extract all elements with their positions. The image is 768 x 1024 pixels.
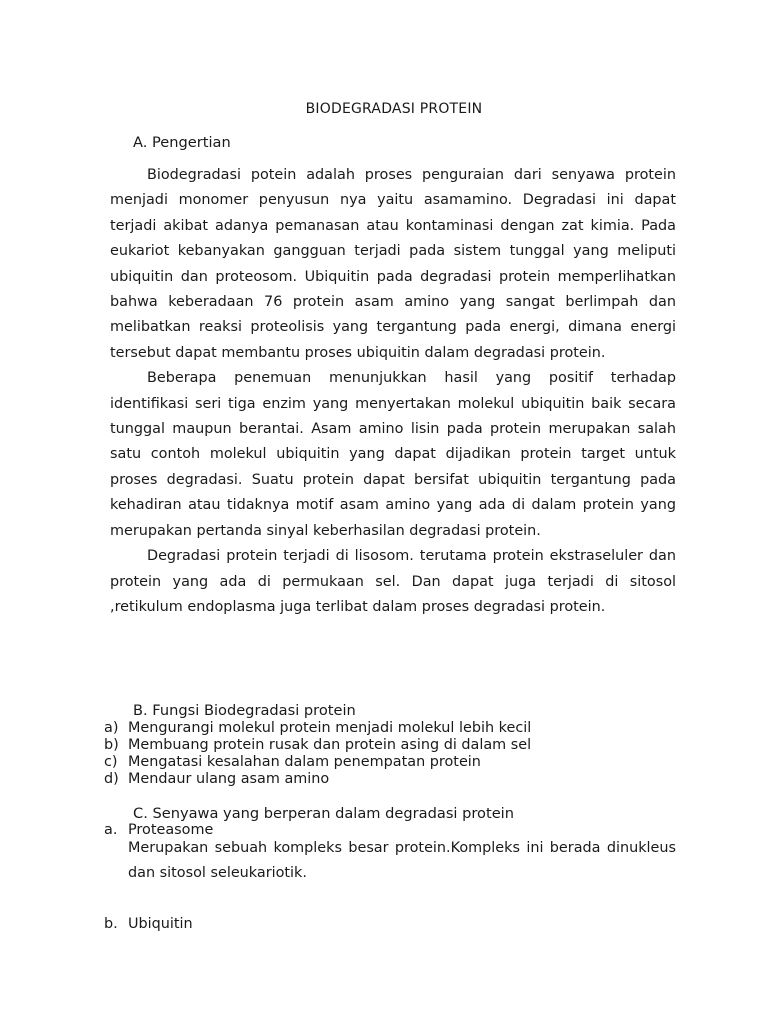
list-marker: b) <box>104 737 119 753</box>
list-item <box>104 916 193 933</box>
proteasome-description: Merupakan sebuah kompleks besar protein.Kompleks ini berada dinukleus dan sitosol seleukariotik. <box>128 840 676 881</box>
list-item <box>104 720 531 737</box>
document-title: BIODEGRADASI PROTEIN <box>305 101 483 117</box>
list-marker: a) <box>104 720 119 736</box>
section-c-heading: C. Senyawa yang berperan dalam degradasi protein <box>133 805 514 822</box>
list-item-text: Mendaur ulang asam amino <box>128 771 330 787</box>
section-a-body <box>110 163 676 620</box>
function-list <box>104 720 531 788</box>
list-item-text: Mengurangi molekul protein menjadi molekul lebih kecil <box>128 720 532 736</box>
list-marker: b. <box>104 916 118 932</box>
list-item-title: Proteasome <box>128 822 214 838</box>
paragraph: Biodegradasi potein adalah proses penguraian dari senyawa protein menjadi monomer penyusun nya yaitu asamamino. Degradasi ini dapat terjadi akibat adanya pemanasan atau kontaminasi dengan zat kimia. Pada eukariot kebanyakan gangguan terjadi pada sistem tunggal yang meliputi ubiquitin dan proteosom. Ubiquitin pada degradasi protein memperlihatkan bahwa keberadaan 76 protein asam amino yang sangat berlimpah dan melibatkan reaksi proteolisis yang tergantung pada energi, dimana energi tersebut dapat membantu proses ubiquitin dalam degradasi protein. <box>110 167 676 361</box>
list-item-text: Membuang protein rusak dan protein asing di dalam sel <box>128 737 532 753</box>
list-item-text: Mengatasi kesalahan dalam penempatan protein <box>128 754 481 770</box>
list-item <box>104 754 531 771</box>
section-a-heading: A. Pengertian <box>133 134 231 151</box>
paragraph: Beberapa penemuan menunjukkan hasil yang positif terhadap identifikasi seri tiga enzim yang menyertakan molekul ubiquitin baik secara tunggal maupun berantai. Asam amino lisin pada protein merupakan salah satu contoh molekul ubiquitin yang dapat dijadikan protein target untuk proses degradasi. Suatu protein dapat bersifat ubiquitin tergantung pada kehadiran atau tidaknya motif asam amino yang ada di dalam protein yang merupakan pertanda sinyal keberhasilan degradasi protein. <box>110 370 676 539</box>
list-item <box>104 737 531 754</box>
list-marker: a. <box>104 822 118 838</box>
list-item <box>104 771 531 788</box>
list-marker: c) <box>104 754 118 770</box>
list-item-title: Ubiquitin <box>128 916 193 932</box>
list-marker: d) <box>104 771 119 787</box>
section-b-heading: B. Fungsi Biodegradasi protein <box>133 702 356 719</box>
compound-list-b <box>104 916 193 933</box>
paragraph: Degradasi protein terjadi di lisosom. terutama protein ekstraseluler dan protein yang ada di permukaan sel. Dan dapat juga terjadi di sitosol ,retikulum endoplasma juga terlibat dalam proses degradasi protein. <box>110 548 676 615</box>
